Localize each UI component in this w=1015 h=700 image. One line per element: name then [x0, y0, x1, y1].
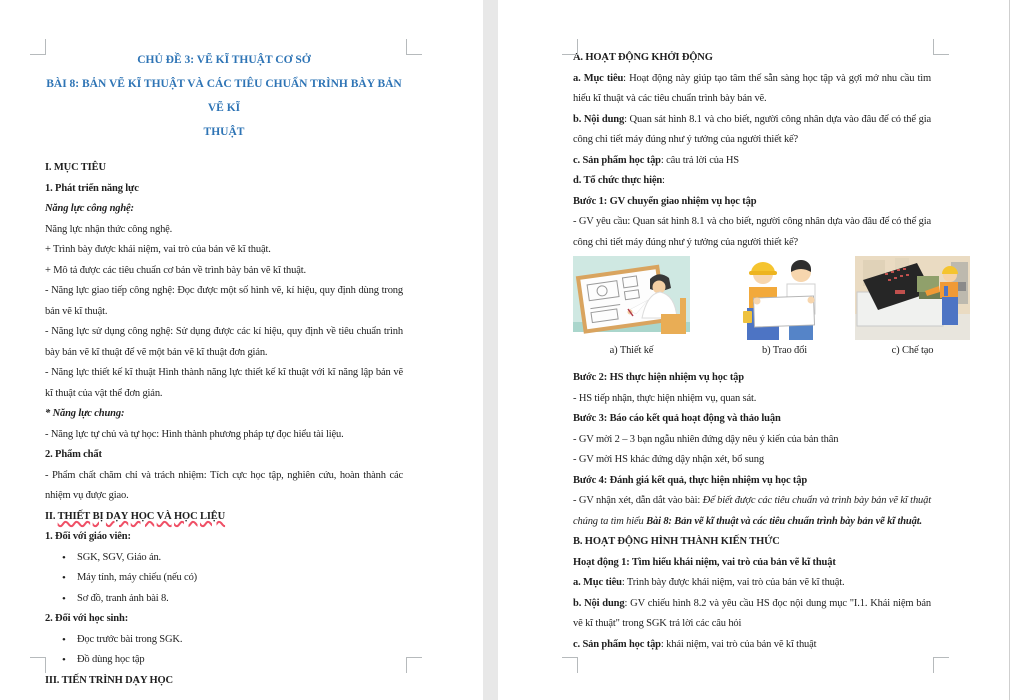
text-run: - GV nhận xét, dẫn dắt vào bài:: [573, 495, 703, 506]
document-page-right[interactable]: [498, 0, 1015, 700]
paragraph: [45, 199, 403, 220]
paragraph: [45, 671, 403, 692]
paragraph: [45, 445, 403, 466]
text-run: b. Nội dung: [573, 113, 625, 125]
text-run: 2. Đối với học sinh:: [45, 613, 129, 624]
misspelled-word: HỌC: [130, 510, 155, 522]
text-run: :: [662, 175, 665, 186]
text-run: - Năng lực thiết kế kĩ thuật Hình thành năng lực thiết kế kĩ thuật với kĩ năng lập bản vẽ kĩ thuật của vật thể đơn giản.: [45, 367, 403, 399]
list-item-text: [77, 572, 197, 583]
text-run: a. Mục tiêu: [573, 577, 622, 588]
list-item-text: [77, 634, 182, 645]
figure-hinh-8-1: [573, 256, 970, 366]
document-title-line: THUẬT: [203, 126, 245, 138]
text-run: Đồ dùng học tập: [77, 654, 145, 665]
crop-mark-left-page-top-left: [30, 39, 46, 55]
text-run: c. Sản phẩm học tập: [573, 638, 661, 650]
text-run: - Năng lực sử dụng công nghệ: Sử dụng được các kí hiệu, quy định về tiêu chuẩn trình bày bản vẽ kĩ thuật để vẽ một bản vẽ kĩ thuật đơn giản.: [45, 326, 403, 358]
list-item-text: [77, 552, 161, 563]
text-run: III. TIẾN TRÌNH DẠY HỌC: [45, 674, 173, 686]
text-run: Bước 2: HS thực hiện nhiệm vụ học tập: [573, 372, 744, 383]
document-title: [45, 48, 403, 144]
misspelled-word: THIẾT: [57, 510, 91, 522]
paragraph: [573, 573, 931, 594]
document-title-line: BÀI 8: BẢN VẼ KĨ THUẬT VÀ CÁC TIÊU CHUẨN TRÌNH BÀY BẢN VẼ KĨ: [46, 78, 402, 114]
misspelled-word: HỌC: [174, 510, 198, 522]
text-run: Đọc trước bài trong SGK.: [77, 633, 183, 645]
bullet-icon: •: [62, 551, 66, 564]
figure-caption: b) Trao đổi: [761, 345, 808, 356]
text-run: + Mô tả được các tiêu chuẩn cơ bản về trình bày bản vẽ kĩ thuật.: [45, 264, 306, 276]
paragraph: [573, 635, 931, 656]
paragraph: [45, 322, 403, 363]
paragraph: [573, 212, 931, 253]
paragraph: [573, 594, 931, 635]
figure-caption: a) Thiết kế: [609, 345, 654, 356]
text-run: SGK, SGV, Giáo án.: [77, 551, 162, 563]
paragraph: [573, 491, 931, 532]
text-run: - Năng lực tự chủ và tự học: Hình thành phương pháp tự đọc hiểu tài liệu.: [45, 428, 344, 440]
paragraph: [45, 261, 403, 282]
paragraph: [573, 532, 931, 553]
paragraph: [573, 48, 931, 69]
paragraph: [573, 450, 931, 471]
drafting-board-illustration: [573, 256, 690, 340]
document-title-line: CHỦ ĐỀ 3: VẼ KĨ THUẬT CƠ SỞ: [137, 54, 311, 66]
page-left-blocks: [45, 158, 403, 691]
text-run: - Năng lực giao tiếp công nghệ: Đọc được một số hình vẽ, kí hiệu, quy định dùng trong bản vẽ kĩ thuật.: [45, 285, 403, 317]
figure-thiet-ke: [573, 256, 690, 360]
list-item-text: [77, 654, 144, 665]
paragraph: [45, 425, 403, 446]
bullet-icon: •: [62, 572, 66, 584]
text-run: Bước 3: Báo cáo kết quả hoạt động và thảo luận: [573, 413, 781, 424]
text-run: - HS tiếp nhận, thực hiện nhiệm vụ, quan sát.: [573, 392, 757, 404]
misspelled-word: LIỆU: [199, 510, 226, 522]
paragraph: [573, 110, 931, 151]
text-run: I. MỤC TIÊU: [45, 162, 106, 173]
crop-mark-left-page-top-right: [406, 39, 422, 55]
paragraph: [45, 404, 403, 425]
document-page-left[interactable]: [0, 0, 483, 700]
page-right-text: [573, 48, 934, 655]
crop-mark-right-page-top-left: [562, 39, 578, 55]
paragraph: [573, 171, 931, 192]
crop-mark-right-page-bottom-right: [933, 657, 949, 673]
list-item: [45, 650, 403, 671]
paragraph: [45, 179, 403, 200]
text-run: : Quan sát hình 8.1 và cho biết, người công nhân dựa vào đâu để có thể gia công chi tiết máy đúng như ý tưởng của người thiết kế?: [573, 113, 931, 145]
paragraph: [45, 507, 403, 528]
text-run: II.: [45, 510, 58, 522]
paragraph: [573, 192, 931, 213]
figure-trao-doi: [737, 256, 832, 360]
text-run: b. Nội dung: [573, 597, 625, 609]
bullet-icon: •: [62, 592, 66, 605]
text-run: - GV yêu cầu: Quan sát hình 8.1 và cho biết, người công nhân dựa vào đâu để có thể gia công chi tiết máy đúng như ý tưởng của người thiết kế?: [573, 216, 931, 248]
paragraph: [45, 220, 403, 241]
list-item: [45, 589, 403, 610]
crop-mark-right-page-bottom-left: [562, 657, 578, 673]
paragraph: [573, 69, 931, 110]
bullet-icon: •: [62, 633, 66, 646]
text-run: : Hoạt động này giúp tạo tâm thế sẵn sàng học tập và gợi mở nhu cầu tìm hiểu kĩ thuật và các tiêu chuẩn trình bày bản vẽ.: [573, 72, 931, 104]
figure-che-tao: [855, 256, 970, 360]
list-item: [45, 630, 403, 651]
text-run: - GV mời 2 – 3 bạn ngẫu nhiên đứng dậy nêu ý kiến của bản thân: [573, 433, 839, 445]
paragraph: [45, 363, 403, 404]
text-run: Máy tính, máy chiếu (nếu có): [77, 572, 198, 583]
paragraph: [45, 609, 403, 630]
figure-caption: c) Chế tạo: [891, 345, 934, 356]
paragraph: [573, 471, 931, 492]
machining-illustration: [855, 256, 970, 340]
text-run: 2. Phẩm chất: [45, 449, 102, 460]
crop-mark-left-page-bottom-left: [30, 657, 46, 673]
page-edge-line: [1009, 0, 1010, 700]
text-run: : Trình bày được khái niệm, vai trò của bản vẽ kĩ thuật.: [621, 577, 845, 588]
text-run: Để biết được các tiêu chuẩn và trình bày bản vẽ kĩ thuật chúng ta tìm hiểu: [573, 495, 932, 527]
text-run: : câu trả lời của HS: [660, 154, 739, 166]
crop-mark-right-page-top-right: [933, 39, 949, 55]
paragraph: [573, 151, 931, 172]
workers-discussing-illustration: [737, 256, 832, 340]
text-run: + Trình bày được khái niệm, vai trò của bản vẽ kĩ thuật.: [45, 244, 271, 255]
misspelled-word: VÀ: [156, 510, 172, 522]
misspelled-word: BỊ: [92, 510, 104, 522]
paragraph: [45, 527, 403, 548]
crop-mark-left-page-bottom-right: [406, 657, 422, 673]
text-run: Năng lực công nghệ:: [45, 203, 134, 214]
text-run: B. HOẠT ĐỘNG HÌNH THÀNH KIẾN THỨC: [573, 536, 780, 547]
bullet-icon: •: [62, 654, 66, 666]
text-run: Bước 1: GV chuyển giao nhiệm vụ học tập: [573, 195, 757, 207]
paragraph: [45, 281, 403, 322]
misspelled-word: DẠY: [105, 510, 129, 522]
paragraph: [45, 158, 403, 179]
page-right-blocks-top: [573, 48, 931, 253]
text-run: : GV chiếu hình 8.2 và yêu cầu HS đọc nội dung mục "I.1. Khái niệm bản vẽ kĩ thuật" trong SGK trả lời các câu hỏi: [573, 597, 931, 629]
text-run: Hoạt động 1: Tìm hiểu khái niệm, vai trò của bản vẽ kĩ thuật: [573, 556, 836, 568]
page-left-text: [45, 48, 403, 691]
text-run: d. Tổ chức thực hiện: [573, 175, 663, 186]
page-right-blocks-bottom: [573, 368, 931, 655]
text-run: 1. Đối với giáo viên:: [45, 531, 131, 542]
text-run: Bài 8: Bản vẽ kĩ thuật và các tiêu chuẩn trình bày bản vẽ kĩ thuật.: [646, 515, 922, 527]
text-run: 1. Phát triển năng lực: [45, 182, 139, 194]
paragraph: [45, 240, 403, 261]
text-run: Bước 4: Đánh giá kết quả, thực hiện nhiệm vụ học tập: [573, 474, 808, 486]
paragraph: [573, 389, 931, 410]
list-item-text: [77, 593, 169, 604]
text-run: - GV mời HS khác đứng dậy nhận xét, bổ sung: [573, 454, 764, 465]
paragraph: [45, 466, 403, 507]
text-run: a. Mục tiêu: [573, 72, 624, 84]
list-item: [45, 568, 403, 589]
paragraph: [573, 409, 931, 430]
text-run: * Năng lực chung:: [45, 408, 125, 419]
text-run: : khái niệm, vai trò của bản vẽ kĩ thuật: [660, 638, 817, 650]
text-run: c. Sản phẩm học tập: [573, 154, 661, 166]
paragraph: [573, 368, 931, 389]
paragraph: [573, 553, 931, 574]
text-run: A. HOẠT ĐỘNG KHỞI ĐỘNG: [573, 52, 713, 63]
list-item: [45, 548, 403, 569]
text-run: - Phẩm chất chăm chỉ và trách nhiệm: Tích cực học tập, nghiên cứu, hoàn thành các nhiệm vụ được giao.: [45, 469, 403, 501]
text-run: Sơ đồ, tranh ảnh bài 8.: [77, 592, 169, 604]
paragraph: [573, 430, 931, 451]
text-run: Năng lực nhận thức công nghệ.: [45, 223, 173, 235]
